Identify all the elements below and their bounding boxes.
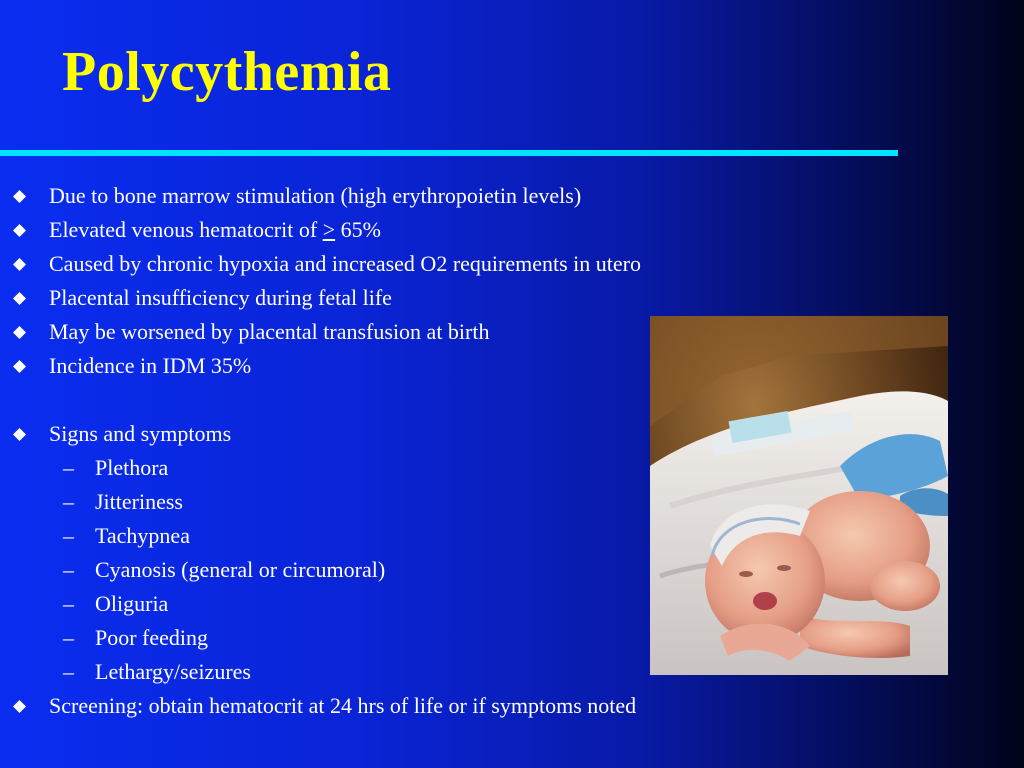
dash-marker: – [63, 455, 74, 480]
sub-bullet-text: Poor feeding [95, 625, 209, 650]
bullet-list [0, 179, 641, 723]
sub-bullet-text: Jitteriness [95, 489, 183, 514]
slide-title: Polycythemia [62, 41, 392, 103]
bullet-item [0, 247, 641, 281]
bullet-text: Signs and symptoms [49, 421, 232, 446]
greater-or-equal-sign: > [322, 217, 336, 242]
bullet-item [0, 213, 641, 247]
bullet-text-after: 65% [335, 217, 381, 242]
dash-marker: – [63, 625, 74, 650]
diamond-bullet-icon [13, 700, 26, 713]
bullet-item [0, 179, 641, 213]
diamond-bullet-icon [13, 428, 26, 441]
dash-marker: – [63, 659, 74, 684]
bullet-item [0, 281, 641, 315]
sub-bullet-item [0, 485, 641, 519]
dash-marker: – [63, 489, 74, 514]
sub-bullet-text: Lethargy/seizures [95, 659, 251, 684]
sub-bullet-text: Tachypnea [95, 523, 190, 548]
diamond-bullet-icon [13, 326, 26, 339]
bullet-text [49, 217, 381, 242]
bullet-text: May be worsened by placental transfusion at birth [49, 319, 490, 344]
bullet-text-before: Elevated venous hematocrit of [49, 217, 323, 242]
bullet-text: Screening: obtain hematocrit at 24 hrs of life or if symptoms noted [49, 693, 637, 718]
sub-bullet-text: Plethora [95, 455, 169, 480]
bullet-item [0, 689, 641, 723]
bullet-item [0, 417, 641, 451]
dash-marker: – [63, 591, 74, 616]
sub-bullet-item [0, 553, 641, 587]
bullet-text: Incidence in IDM 35% [49, 353, 252, 378]
newborn-photo [650, 316, 948, 675]
sub-bullet-text: Oliguria [95, 591, 169, 616]
sub-bullet-item [0, 451, 641, 485]
diamond-bullet-icon [13, 292, 26, 305]
bullet-item [0, 349, 641, 383]
sub-bullet-text: Cyanosis (general or circumoral) [95, 557, 386, 582]
diamond-bullet-icon [13, 190, 26, 203]
bullet-text: Placental insufficiency during fetal life [49, 285, 392, 310]
sub-bullet-item [0, 621, 641, 655]
sub-bullet-item [0, 587, 641, 621]
bullet-text: Caused by chronic hypoxia and increased O2 requirements in utero [49, 251, 641, 276]
bullet-text: Due to bone marrow stimulation (high erythropoietin levels) [49, 183, 582, 208]
sub-bullet-item [0, 655, 641, 689]
dash-marker: – [63, 523, 74, 548]
dash-marker: – [63, 557, 74, 582]
bullet-spacer [0, 383, 641, 417]
diamond-bullet-icon [13, 258, 26, 271]
diamond-bullet-icon [13, 360, 26, 373]
newborn-illustration [650, 316, 948, 675]
bullet-item [0, 315, 641, 349]
diamond-bullet-icon [13, 224, 26, 237]
sub-bullet-item [0, 519, 641, 553]
title-divider [0, 150, 898, 156]
